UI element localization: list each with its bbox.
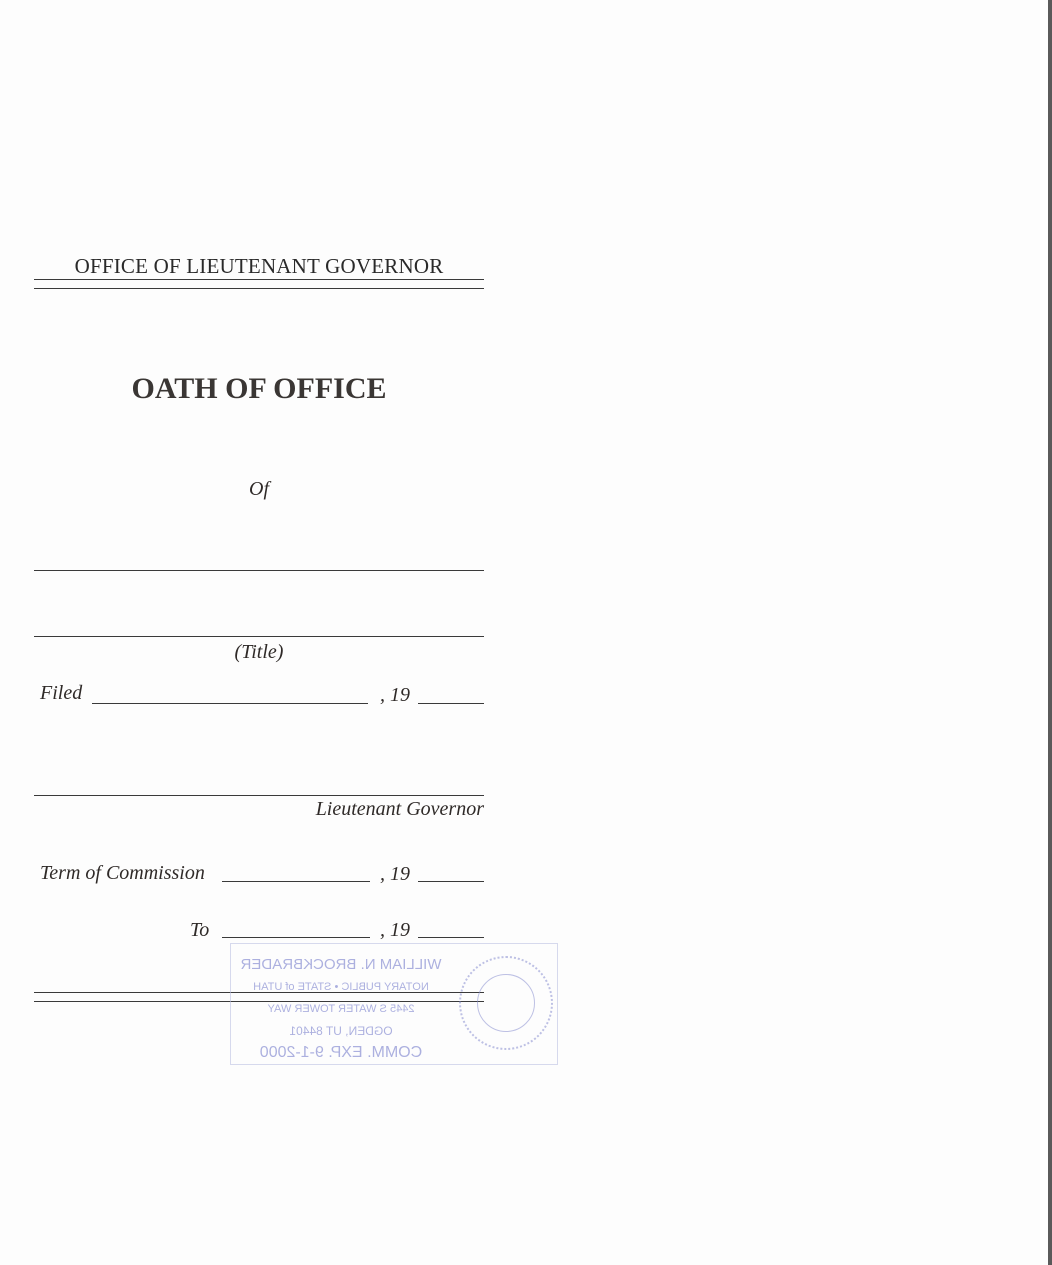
notary-stamp-text: [231, 944, 451, 1064]
notary-city: OGDEN, UT 84401: [289, 1024, 393, 1038]
to-label: To: [190, 919, 210, 941]
of-label: Of: [249, 478, 269, 500]
name-line[interactable]: [34, 570, 484, 571]
filed-label: Filed: [40, 682, 83, 704]
filed-date-line[interactable]: [92, 703, 368, 704]
office-header: OFFICE OF LIEUTENANT GOVERNOR: [74, 254, 444, 278]
notary-stamp: [230, 943, 558, 1065]
filed-year-line[interactable]: [418, 703, 484, 704]
to-year-line[interactable]: [418, 937, 484, 938]
notary-seal-icon: [459, 956, 553, 1050]
header-rule-top: [34, 279, 484, 280]
to-year-prefix: , 19: [380, 919, 410, 941]
lt-gov-signature-line[interactable]: [34, 795, 484, 796]
term-year-prefix: , 19: [380, 863, 410, 885]
title-caption: (Title): [234, 641, 284, 663]
header-rule-bottom: [34, 288, 484, 289]
scan-edge: [1048, 0, 1052, 1265]
title-line[interactable]: [34, 636, 484, 637]
page-title: OATH OF OFFICE: [131, 372, 387, 405]
notary-address: 2445 S WATER TOWER WAY: [267, 1003, 415, 1015]
notary-name: WILLIAM N. BROCKBRADER: [240, 956, 442, 973]
term-date-line[interactable]: [222, 881, 370, 882]
lt-gov-caption: Lieutenant Governor: [315, 798, 484, 820]
to-date-line[interactable]: [222, 937, 370, 938]
filed-year-prefix: , 19: [380, 684, 410, 706]
term-year-line[interactable]: [418, 881, 484, 882]
term-label: Term of Commission: [40, 862, 205, 884]
notary-title: NOTARY PUBLIC • STATE of UTAH: [253, 981, 429, 993]
notary-expiration: COMM. EXP. 9-1-2000: [259, 1044, 423, 1061]
notary-seal-center: [477, 974, 535, 1032]
